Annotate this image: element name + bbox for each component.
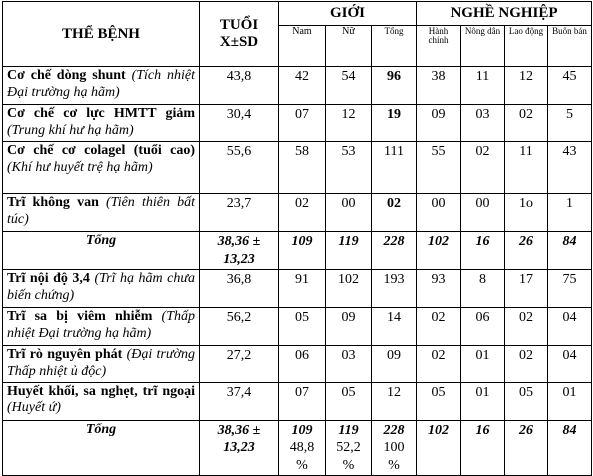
cell: 91 <box>279 270 326 308</box>
cell: 1 <box>548 194 592 232</box>
cell: 96 <box>372 67 417 105</box>
table-row <box>3 382 592 420</box>
cell: 00 <box>461 194 505 232</box>
cell: 12 <box>372 382 417 420</box>
cell: 05 <box>279 308 326 346</box>
cell: 55 <box>417 142 461 194</box>
cell: 00 <box>417 194 461 232</box>
table-row <box>3 346 592 383</box>
cell: 05 <box>417 382 461 420</box>
total-value: 228 <box>383 422 405 438</box>
header-tong: Tổng <box>372 26 417 67</box>
table-row <box>3 105 592 142</box>
total-cell: 16 <box>461 232 505 270</box>
age-cell: 55,6 <box>200 142 279 194</box>
cell: 111 <box>372 142 417 194</box>
age-cell: 23,7 <box>200 194 279 232</box>
cell: 45 <box>548 67 592 105</box>
cell: 93 <box>417 270 461 308</box>
cell: 12 <box>326 105 372 142</box>
cell: 02 <box>417 308 461 346</box>
cell: 05 <box>326 382 372 420</box>
cell: 02 <box>461 142 505 194</box>
header-nghe-nghiep: NGHỀ NGHIỆP <box>417 2 592 26</box>
cell: 42 <box>279 67 326 105</box>
row-label: Trĩ rò nguyên phát (Đại trường Thấp nhiệt ủ độc) <box>3 346 200 383</box>
cell: 02 <box>505 346 548 383</box>
table-row <box>3 67 592 105</box>
cell: 11 <box>461 67 505 105</box>
total-percent: 52,2 % <box>336 440 361 473</box>
cell: 03 <box>461 105 505 142</box>
total-percent: 48,8 % <box>289 440 315 473</box>
table-row <box>3 308 592 346</box>
age-cell: 37,4 <box>200 382 279 420</box>
total-cell: 84 <box>548 420 592 476</box>
cell: 1o <box>505 194 548 232</box>
row-label: Cơ chế cơ colagel (tuổi cao) (Khí hư huyết trệ hạ hãm) <box>3 142 200 194</box>
total-cell: 102 <box>417 420 461 476</box>
cell: 04 <box>548 346 592 383</box>
cell: 09 <box>326 308 372 346</box>
row-label: Cơ chế dòng shunt (Tích nhiệt Đại trường hạ hãm) <box>3 67 200 105</box>
age-cell: 43,8 <box>200 67 279 105</box>
cell: 01 <box>461 382 505 420</box>
cell: 54 <box>326 67 372 105</box>
total-cell <box>326 420 372 476</box>
row-label: Trĩ nội độ 3,4 (Trĩ hạ hãm chưa biến chứng) <box>3 270 200 308</box>
total-age: 38,36 ± 13,23 <box>200 232 279 270</box>
header-nu: Nữ <box>326 26 372 67</box>
table-row <box>3 194 592 232</box>
cell: 02 <box>279 194 326 232</box>
total-cell: 109 <box>279 232 326 270</box>
cell: 02 <box>505 308 548 346</box>
row-label: Cơ chế cơ lực HMTT giảm (Trung khí hư hạ hãm) <box>3 105 200 142</box>
cell: 17 <box>505 270 548 308</box>
table-row <box>3 270 592 308</box>
total-cell: 26 <box>505 232 548 270</box>
header-hanh-chinh: Hành chính <box>417 26 461 67</box>
cell: 05 <box>505 382 548 420</box>
cell: 09 <box>417 105 461 142</box>
cell: 06 <box>461 308 505 346</box>
cell: 02 <box>505 105 548 142</box>
cell: 06 <box>279 346 326 383</box>
cell: 58 <box>279 142 326 194</box>
header-lao-dong: Lao động <box>505 26 548 67</box>
total-cell: 228 <box>372 232 417 270</box>
header-buon-ban: Buôn bán <box>548 26 592 67</box>
cell: 5 <box>548 105 592 142</box>
cell: 19 <box>372 105 417 142</box>
total-cell <box>279 420 326 476</box>
cell: 03 <box>326 346 372 383</box>
disease-stats-table <box>2 1 592 476</box>
total-cell: 26 <box>505 420 548 476</box>
cell: 01 <box>548 382 592 420</box>
total-label: Tổng <box>3 232 200 270</box>
age-cell: 36,8 <box>200 270 279 308</box>
total-percent: 100 % <box>383 440 405 473</box>
header-nam: Nam <box>279 26 326 67</box>
total-cell: 16 <box>461 420 505 476</box>
row-label: Huyết khối, sa nghẹt, trĩ ngoại (Huyết ứ) <box>3 382 200 420</box>
cell: 11 <box>505 142 548 194</box>
cell: 07 <box>279 105 326 142</box>
cell: 193 <box>372 270 417 308</box>
cell: 12 <box>505 67 548 105</box>
age-cell: 30,4 <box>200 105 279 142</box>
total-value: 119 <box>338 422 359 438</box>
cell: 09 <box>372 346 417 383</box>
total-cell: 84 <box>548 232 592 270</box>
age-cell: 56,2 <box>200 308 279 346</box>
row-label: Trĩ không van (Tiên thiên bất túc) <box>3 194 200 232</box>
table-row <box>3 142 592 194</box>
cell: 04 <box>548 308 592 346</box>
total-cell <box>372 420 417 476</box>
header-tuoi: TUỔI X±SD <box>200 2 279 67</box>
cell: 00 <box>326 194 372 232</box>
cell: 43 <box>548 142 592 194</box>
total-cell: 119 <box>326 232 372 270</box>
age-cell: 27,2 <box>200 346 279 383</box>
header-the-benh: THỂ BỆNH <box>3 2 200 67</box>
cell: 01 <box>461 346 505 383</box>
cell: 07 <box>279 382 326 420</box>
total-row <box>3 232 592 270</box>
cell: 102 <box>326 270 372 308</box>
total-value: 109 <box>291 422 313 438</box>
row-label: Trĩ sa bị viêm nhiễm (Thấp nhiệt Đại trường hạ hãm) <box>3 308 200 346</box>
cell: 53 <box>326 142 372 194</box>
total-row <box>3 420 592 476</box>
total-cell: 102 <box>417 232 461 270</box>
cell: 38 <box>417 67 461 105</box>
cell: 14 <box>372 308 417 346</box>
cell: 02 <box>372 194 417 232</box>
header-gioi: GIỚI <box>279 2 417 26</box>
cell: 8 <box>461 270 505 308</box>
total-label: Tổng <box>3 420 200 476</box>
cell: 75 <box>548 270 592 308</box>
total-age: 38,36 ± 13,23 <box>200 420 279 476</box>
cell: 02 <box>417 346 461 383</box>
header-nong-dan: Nông dân <box>461 26 505 67</box>
